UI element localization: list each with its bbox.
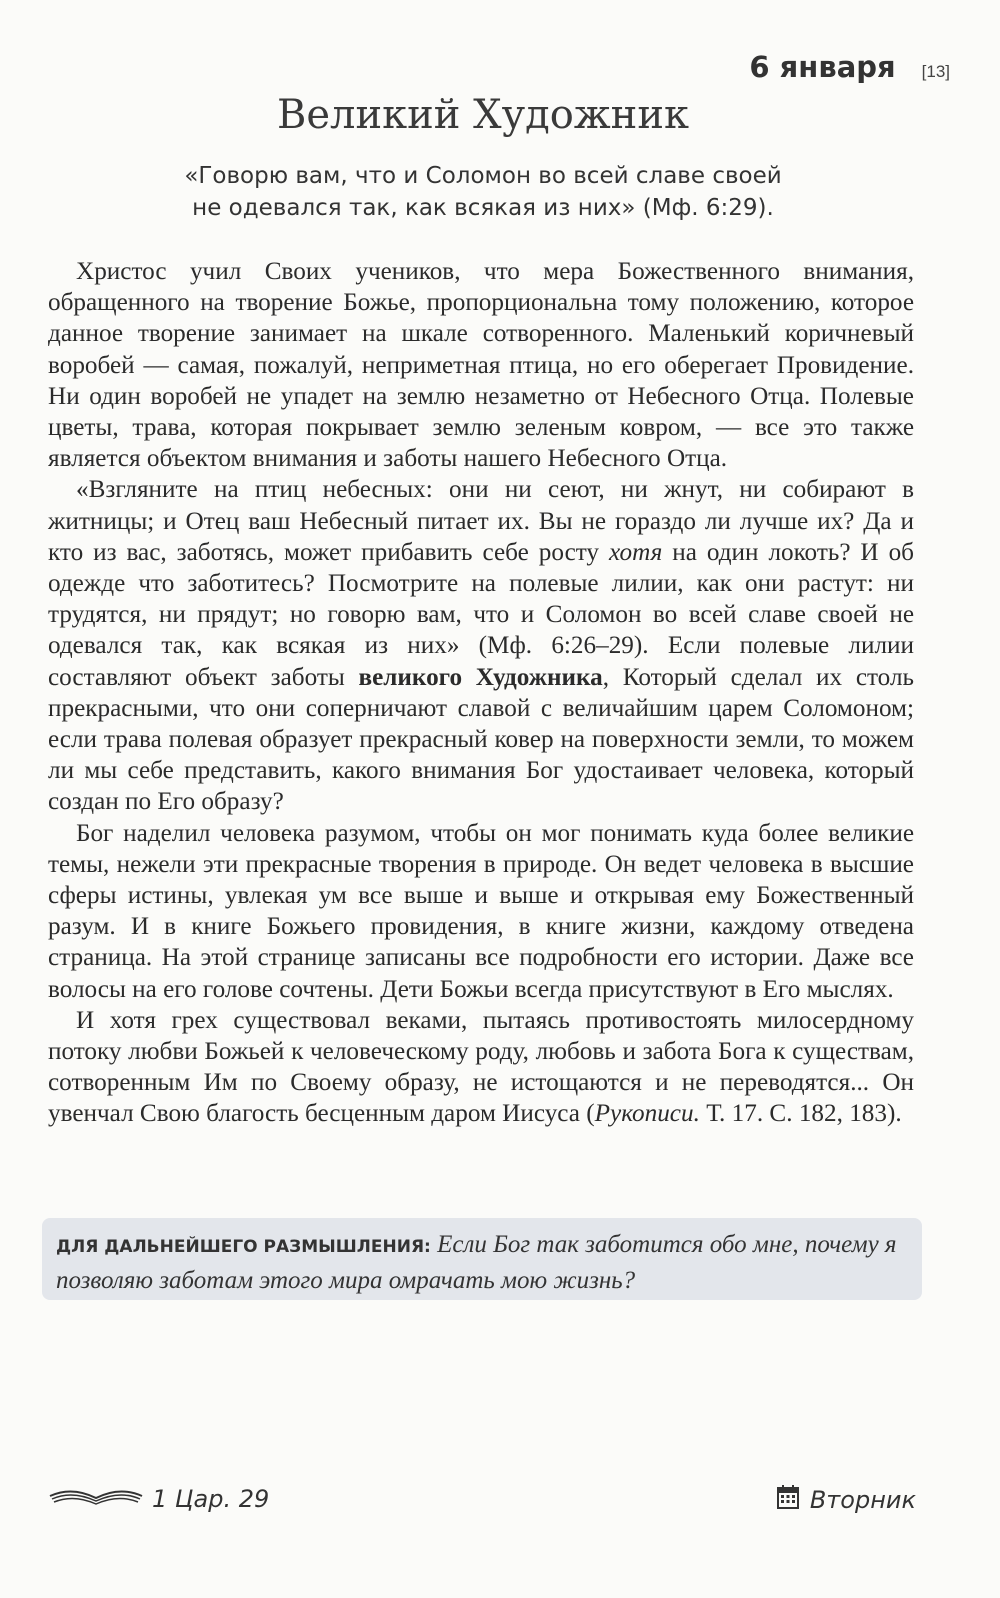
page-header [749, 50, 950, 84]
paragraph [48, 1005, 914, 1130]
epigraph-line: «Говорю вам, что и Соломон во всей славе своей [184, 163, 782, 189]
paragraph [48, 474, 914, 817]
paragraph: Бог наделил человека разумом, чтобы он мог понимать куда более великие темы, нежели эти прекрасные творения в природе. Он ведет человека в высшие сферы истины, увлекая ум все выше и выше и открывая ему Божественный разум. И в книге Божьего провидения, в книге жизни, каждому отведена страница. На этой странице записаны все подробности его истории. Даже все волосы на его голове сочтены. Дети Божьи всегда присутствуют в Его мыслях. [48, 819, 914, 1003]
italic-run: хотя [608, 538, 663, 566]
bible-reading [48, 1484, 269, 1513]
bold-run: великого Художника [358, 663, 603, 691]
reflection-label: ДЛЯ ДАЛЬНЕЙШЕГО РАЗМЫШЛЕНИЯ: [56, 1237, 431, 1257]
weekday [776, 1484, 916, 1515]
text-run: «Взгляните на птиц небесных: они ни сеют, ни жнут, ни собирают в житницы; и Отец ваш Небесный питает их. Вы не гораздо ли лучше их? Да и кто из вас, заботясь, может прибавить себе росту [48, 476, 914, 566]
epigraph [0, 160, 966, 224]
italic-run: Рукописи. [594, 1100, 700, 1128]
text-run: на один локоть? И об одежде что заботитесь? Посмотрите на полевые лилии, как они растут: ни трудятся, ни прядут; но говорю вам, что и Соломон во всей славе своей не одевался так, как всякая из них» (Мф. 6:26–29). Если полевые лилии составляют объект заботы [48, 538, 914, 691]
page-date: 6 января [749, 50, 896, 84]
main-text [48, 256, 914, 1130]
calendar-icon [776, 1484, 800, 1515]
page-title: Великий Художник [276, 92, 689, 138]
reflection-box [42, 1218, 922, 1300]
weekday-label: Вторник [809, 1485, 916, 1514]
text-run: , Который сделал их столь прекрасными, что они соперничают славой с величайшим царем Соломоном; если трава полевая образует прекрасный ковер на поверхности земли, то можем ли мы себе представить, какого внимания Бог удостаивает человека, который создан по Его образу? [48, 663, 914, 816]
text-run: Т. 17. С. 182, 183). [699, 1100, 902, 1128]
paragraph: Христос учил Своих учеников, что мера Божественного внимания, обращенного на творение Божье, пропорциональна тому положению, которое данное творение занимает на шкале сотворенного. Маленький коричневый воробей — самая, пожалуй, неприметная птица, но его оберегает Провидение. Ни один воробей не упадет на землю незаметно от Небесного Отца. Полевые цветы, трава, которая покрывает землю зеленым ковром, — все это также является объектом внимания и заботы нашего Небесного Отца. [48, 258, 914, 473]
epigraph-line: не одевался так, как всякая из них» (Мф. 6:29). [192, 195, 774, 221]
page-footer [48, 1484, 916, 1528]
text-run: И хотя грех существовал веками, пытаясь противостоять милосердному потоку любви Божьей к человеческому роду, любовь и забота Бога к существам, сотворенным Им по Своему образу, не истощаются и не переводятся... Он увенчал Свою благость бесценным даром Иисуса ( [48, 1006, 914, 1128]
open-book-icon [48, 1484, 144, 1513]
reading-reference: 1 Цар. 29 [152, 1484, 270, 1513]
page-number: [13] [921, 62, 950, 81]
reflection-text: Если Бог так заботится обо мне, почему я позволяю заботам этого мира омрачать мою жизнь? [56, 1231, 897, 1294]
